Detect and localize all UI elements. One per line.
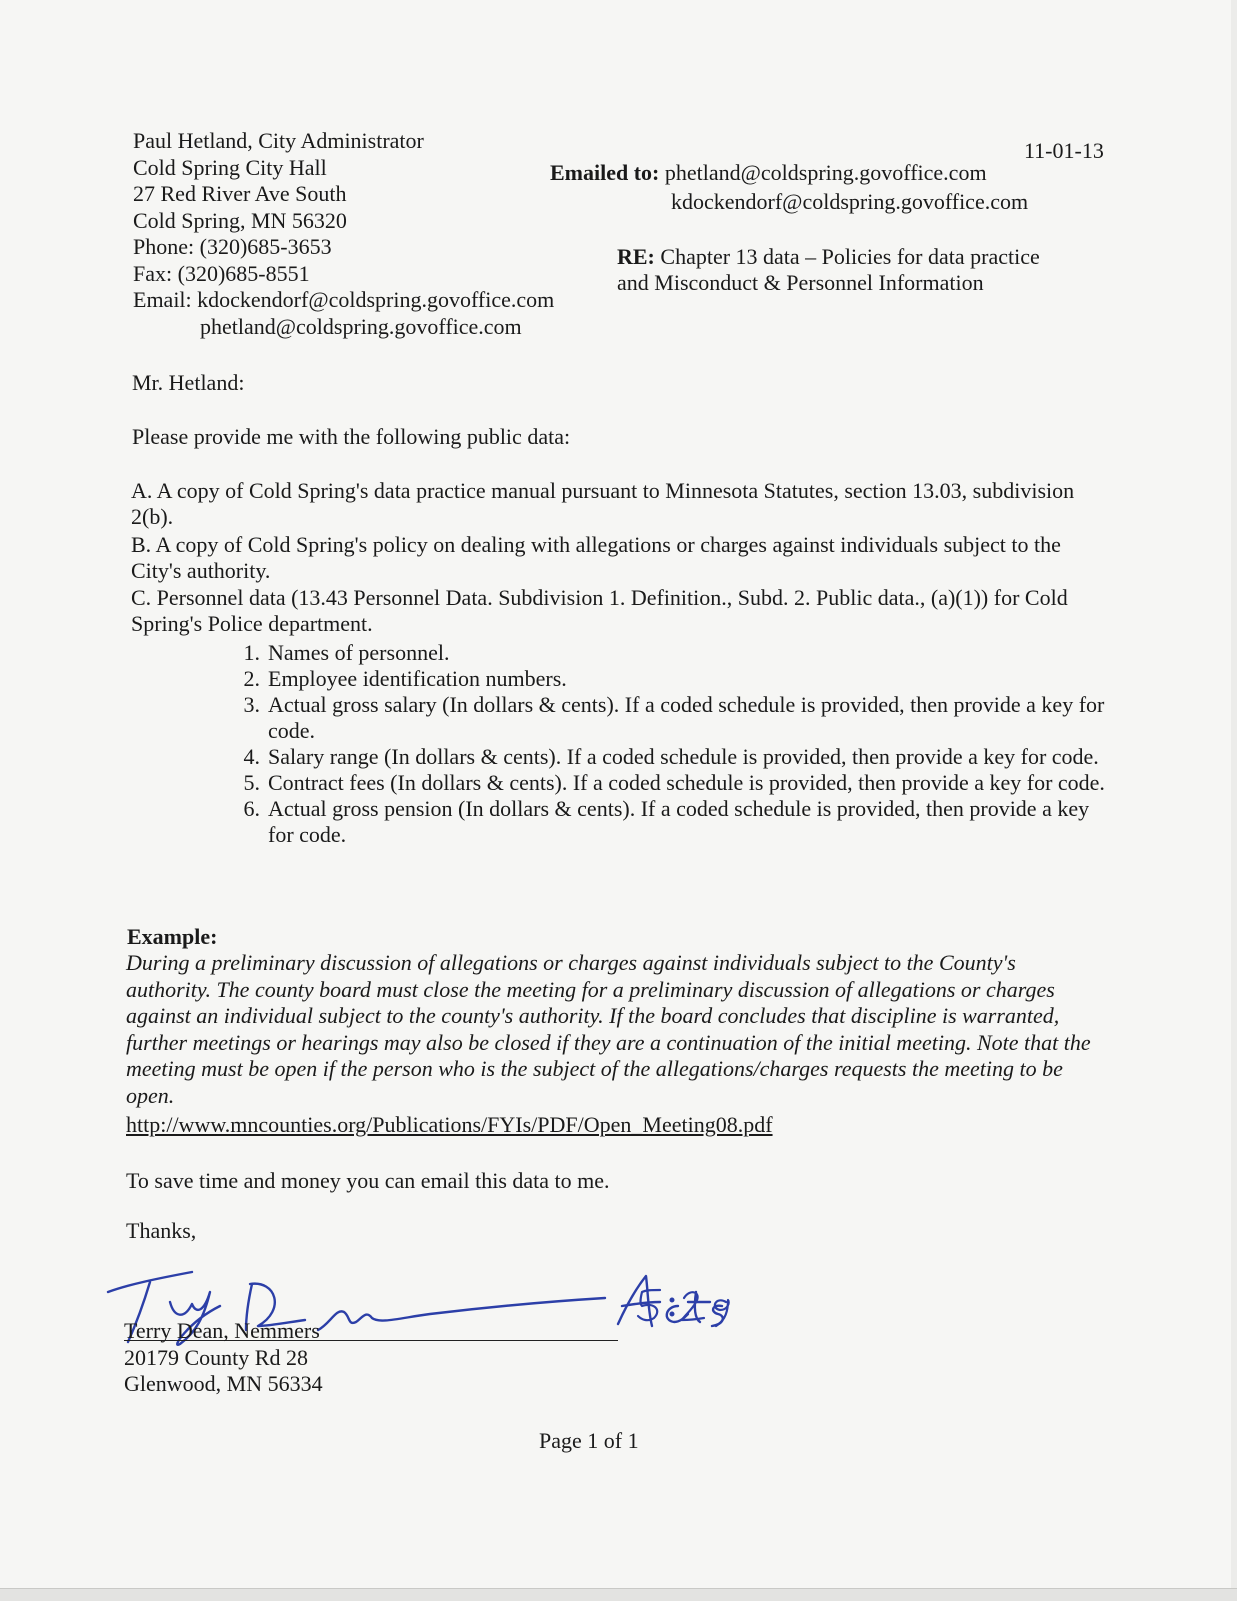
recipient-name-title: Paul Hetland, City Administrator bbox=[133, 128, 424, 153]
intro-paragraph: Please provide me with the following public data: bbox=[132, 424, 571, 449]
recipient-email-label: Email: bbox=[133, 287, 192, 312]
personnel-items-list bbox=[230, 640, 1105, 848]
recipient-city-state-zip: Cold Spring, MN 56320 bbox=[133, 207, 347, 233]
closing-thanks: Thanks, bbox=[126, 1218, 197, 1243]
sender-address-block bbox=[124, 1318, 323, 1398]
sender-city-state-zip: Glenwood, MN 56334 bbox=[124, 1371, 323, 1396]
recipient-fax: Fax: (320)685-8551 bbox=[133, 260, 310, 286]
letter-date: 11-01-13 bbox=[1024, 138, 1104, 163]
recipient-email-line bbox=[133, 287, 554, 314]
list-item: 2. Employee identification numbers. bbox=[243, 666, 567, 691]
recipient-address-block bbox=[133, 128, 554, 340]
recipient-email-1: kdockendorf@coldspring.govoffice.com bbox=[197, 287, 555, 312]
request-c: C. Personnel data (13.43 Personnel Data. Subdivision 1. Definition., Subd. 2. Public data., (a)(1)) for Cold Spring's Police department. bbox=[131, 585, 1068, 636]
recipient-office: Cold Spring City Hall bbox=[133, 154, 327, 180]
request-a: A. A copy of Cold Spring's data practice manual pursuant to Minnesota Statutes, section 13.03, subdivision 2(b). bbox=[131, 478, 1075, 529]
re-line-1 bbox=[617, 244, 1040, 270]
emailed-to-label: Emailed to: bbox=[550, 160, 660, 185]
recipient-street: 27 Red River Ave South bbox=[133, 181, 347, 206]
sender-name: Terry Dean, Nemmers bbox=[124, 1318, 320, 1343]
recipient-phone: Phone: (320)685-3653 bbox=[133, 234, 332, 259]
scan-right-edge bbox=[1231, 0, 1237, 1600]
list-item: 3. Actual gross salary (In dollars & cents). If a coded schedule is provided, then provide a key for code. bbox=[243, 692, 1105, 743]
list-item: 5. Contract fees (In dollars & cents). If a coded schedule is provided, then provide a key for code. bbox=[243, 770, 1105, 795]
example-heading: Example: bbox=[127, 924, 218, 949]
request-b: B. A copy of Cold Spring's policy on dealing with allegations or charges against individuals subject to the City's authority. bbox=[131, 532, 1061, 583]
emailed-to-address-2: kdockendorf@coldspring.govoffice.com bbox=[671, 189, 1029, 214]
recipient-email-2: phetland@coldspring.govoffice.com bbox=[200, 313, 522, 339]
sender-street: 20179 County Rd 28 bbox=[124, 1344, 308, 1370]
closing-note: To save time and money you can email this data to me. bbox=[126, 1168, 610, 1193]
list-item: 1. Names of personnel. bbox=[243, 640, 450, 665]
list-item: 4. Salary range (In dollars & cents). If a coded schedule is provided, then provide a key for code. bbox=[243, 744, 1099, 769]
scan-bottom-edge bbox=[0, 1588, 1237, 1601]
re-label: RE: bbox=[617, 244, 655, 269]
example-text: During a preliminary discussion of allegations or charges against individuals subject to the County's authority. The county board must close the meeting for a preliminary discussion of allegations or charges against an individual subject to the county's authority. If the board concludes that discipline is warranted, further meetings or hearings may also be closed if they are a continuation of the initial meeting. Note that the meeting must be open if the person who is the subject of the allegations/charges requests the meeting to be open. bbox=[126, 950, 1091, 1108]
re-subject-1: Chapter 13 data – Policies for data practice bbox=[660, 244, 1040, 269]
list-item: 6. Actual gross pension (In dollars & cents). If a coded schedule is provided, then provide a key for code. bbox=[243, 796, 1090, 847]
page-number: Page 1 of 1 bbox=[539, 1428, 639, 1453]
example-url-link[interactable]: http://www.mncounties.org/Publications/FYIs/PDF/Open_Meeting08.pdf bbox=[126, 1112, 773, 1137]
emailed-to-address-1: phetland@coldspring.govoffice.com bbox=[664, 160, 987, 185]
salutation: Mr. Hetland: bbox=[132, 370, 245, 395]
re-subject-2: and Misconduct & Personnel Information bbox=[617, 270, 984, 295]
emailed-to-line bbox=[550, 160, 987, 186]
